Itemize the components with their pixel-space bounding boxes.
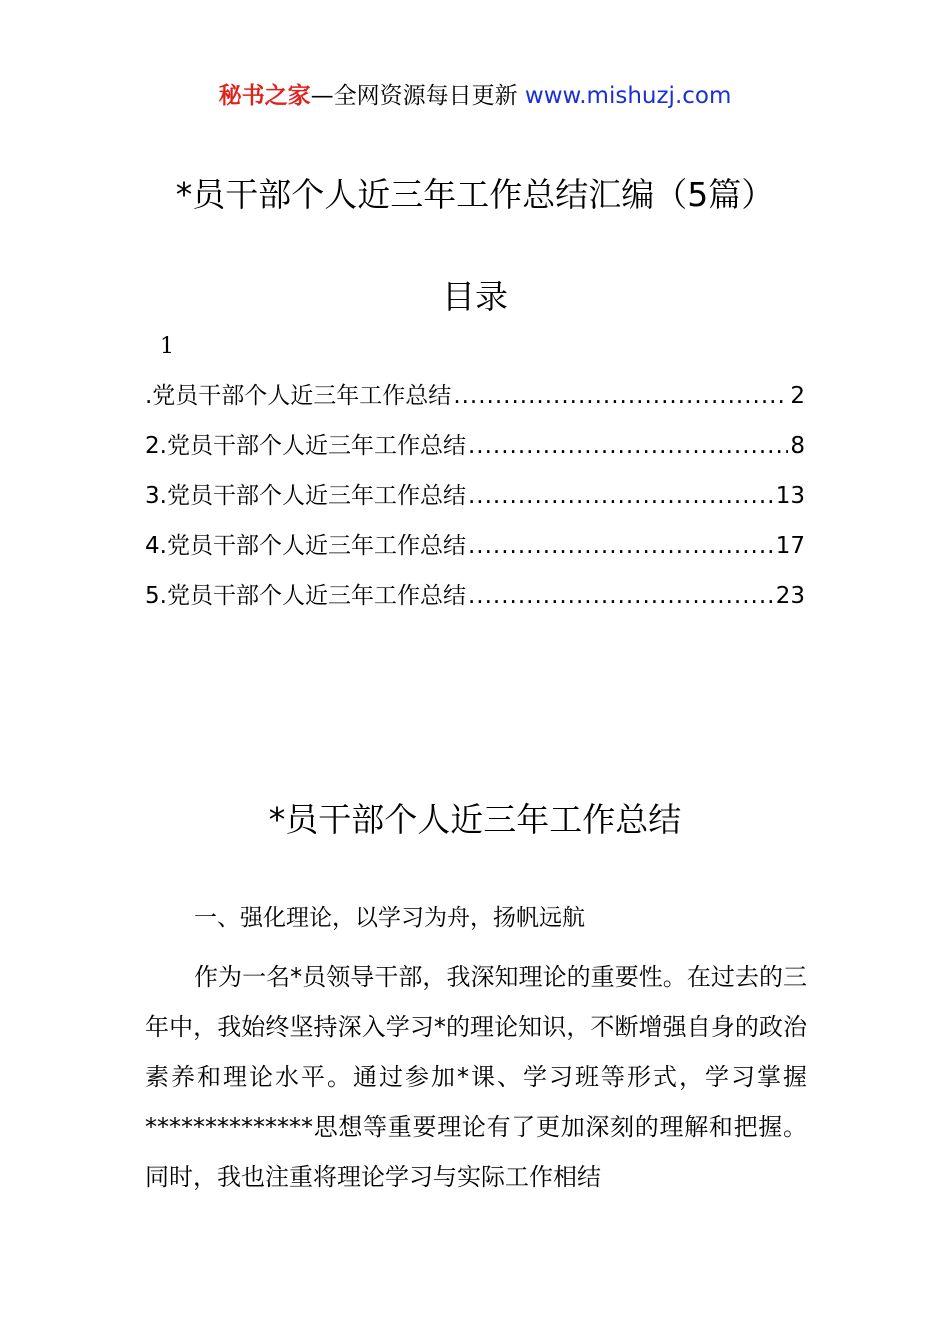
toc-leader-dots <box>453 378 788 414</box>
toc-entry-label: 5.党员干部个人近三年工作总结 <box>145 583 466 609</box>
body-paragraph: 作为一名*员领导干部，我深知理论的重要性。在过去的三年中，我始终坚持深入学习*的理论知识，不断增强自身的政治素养和理论水平。通过参加*课、学习班等形式，学习掌握**************思想等重要理论有了更加深刻的理解和把握。同时，我也注重将理论学习与实际工作相结 <box>145 963 807 1191</box>
toc-entry-page: 23 <box>775 583 805 609</box>
brand-name: 秘书之家 <box>218 83 311 109</box>
toc-entry-label: 2.党员干部个人近三年工作总结 <box>145 433 466 459</box>
site-url-link[interactable]: www.mishuzj.com <box>524 83 732 109</box>
section-heading: 一、强化理论，以学习为舟，扬帆远航 <box>194 905 585 931</box>
toc-entry-page: 2 <box>790 383 805 409</box>
toc-entry-page: 8 <box>790 433 805 459</box>
toc-leader-dots <box>468 528 774 564</box>
toc-entry[interactable] <box>145 428 805 478</box>
toc-entry[interactable] <box>145 528 805 578</box>
toc-entry[interactable] <box>145 378 805 428</box>
toc-first-number: 1 <box>160 334 174 359</box>
toc-title: 目录 <box>442 277 508 316</box>
site-header <box>0 80 950 112</box>
toc-entry[interactable] <box>145 578 805 628</box>
toc-list <box>145 378 805 628</box>
header-slogan: —全网资源每日更新 <box>310 83 518 109</box>
section-title: *员干部个人近三年工作总结 <box>268 800 682 839</box>
toc-entry-page: 17 <box>775 533 805 559</box>
toc-entry-page: 13 <box>775 483 805 509</box>
toc-entry-label: .党员干部个人近三年工作总结 <box>145 383 452 409</box>
toc-leader-dots <box>468 478 774 514</box>
toc-entry-label: 3.党员干部个人近三年工作总结 <box>145 483 466 509</box>
toc-entry-label: 4.党员干部个人近三年工作总结 <box>145 533 466 559</box>
toc-entry[interactable] <box>145 478 805 528</box>
toc-leader-dots <box>468 428 788 464</box>
toc-leader-dots <box>468 578 774 614</box>
document-title: *员干部个人近三年工作总结汇编（5篇） <box>175 175 775 214</box>
